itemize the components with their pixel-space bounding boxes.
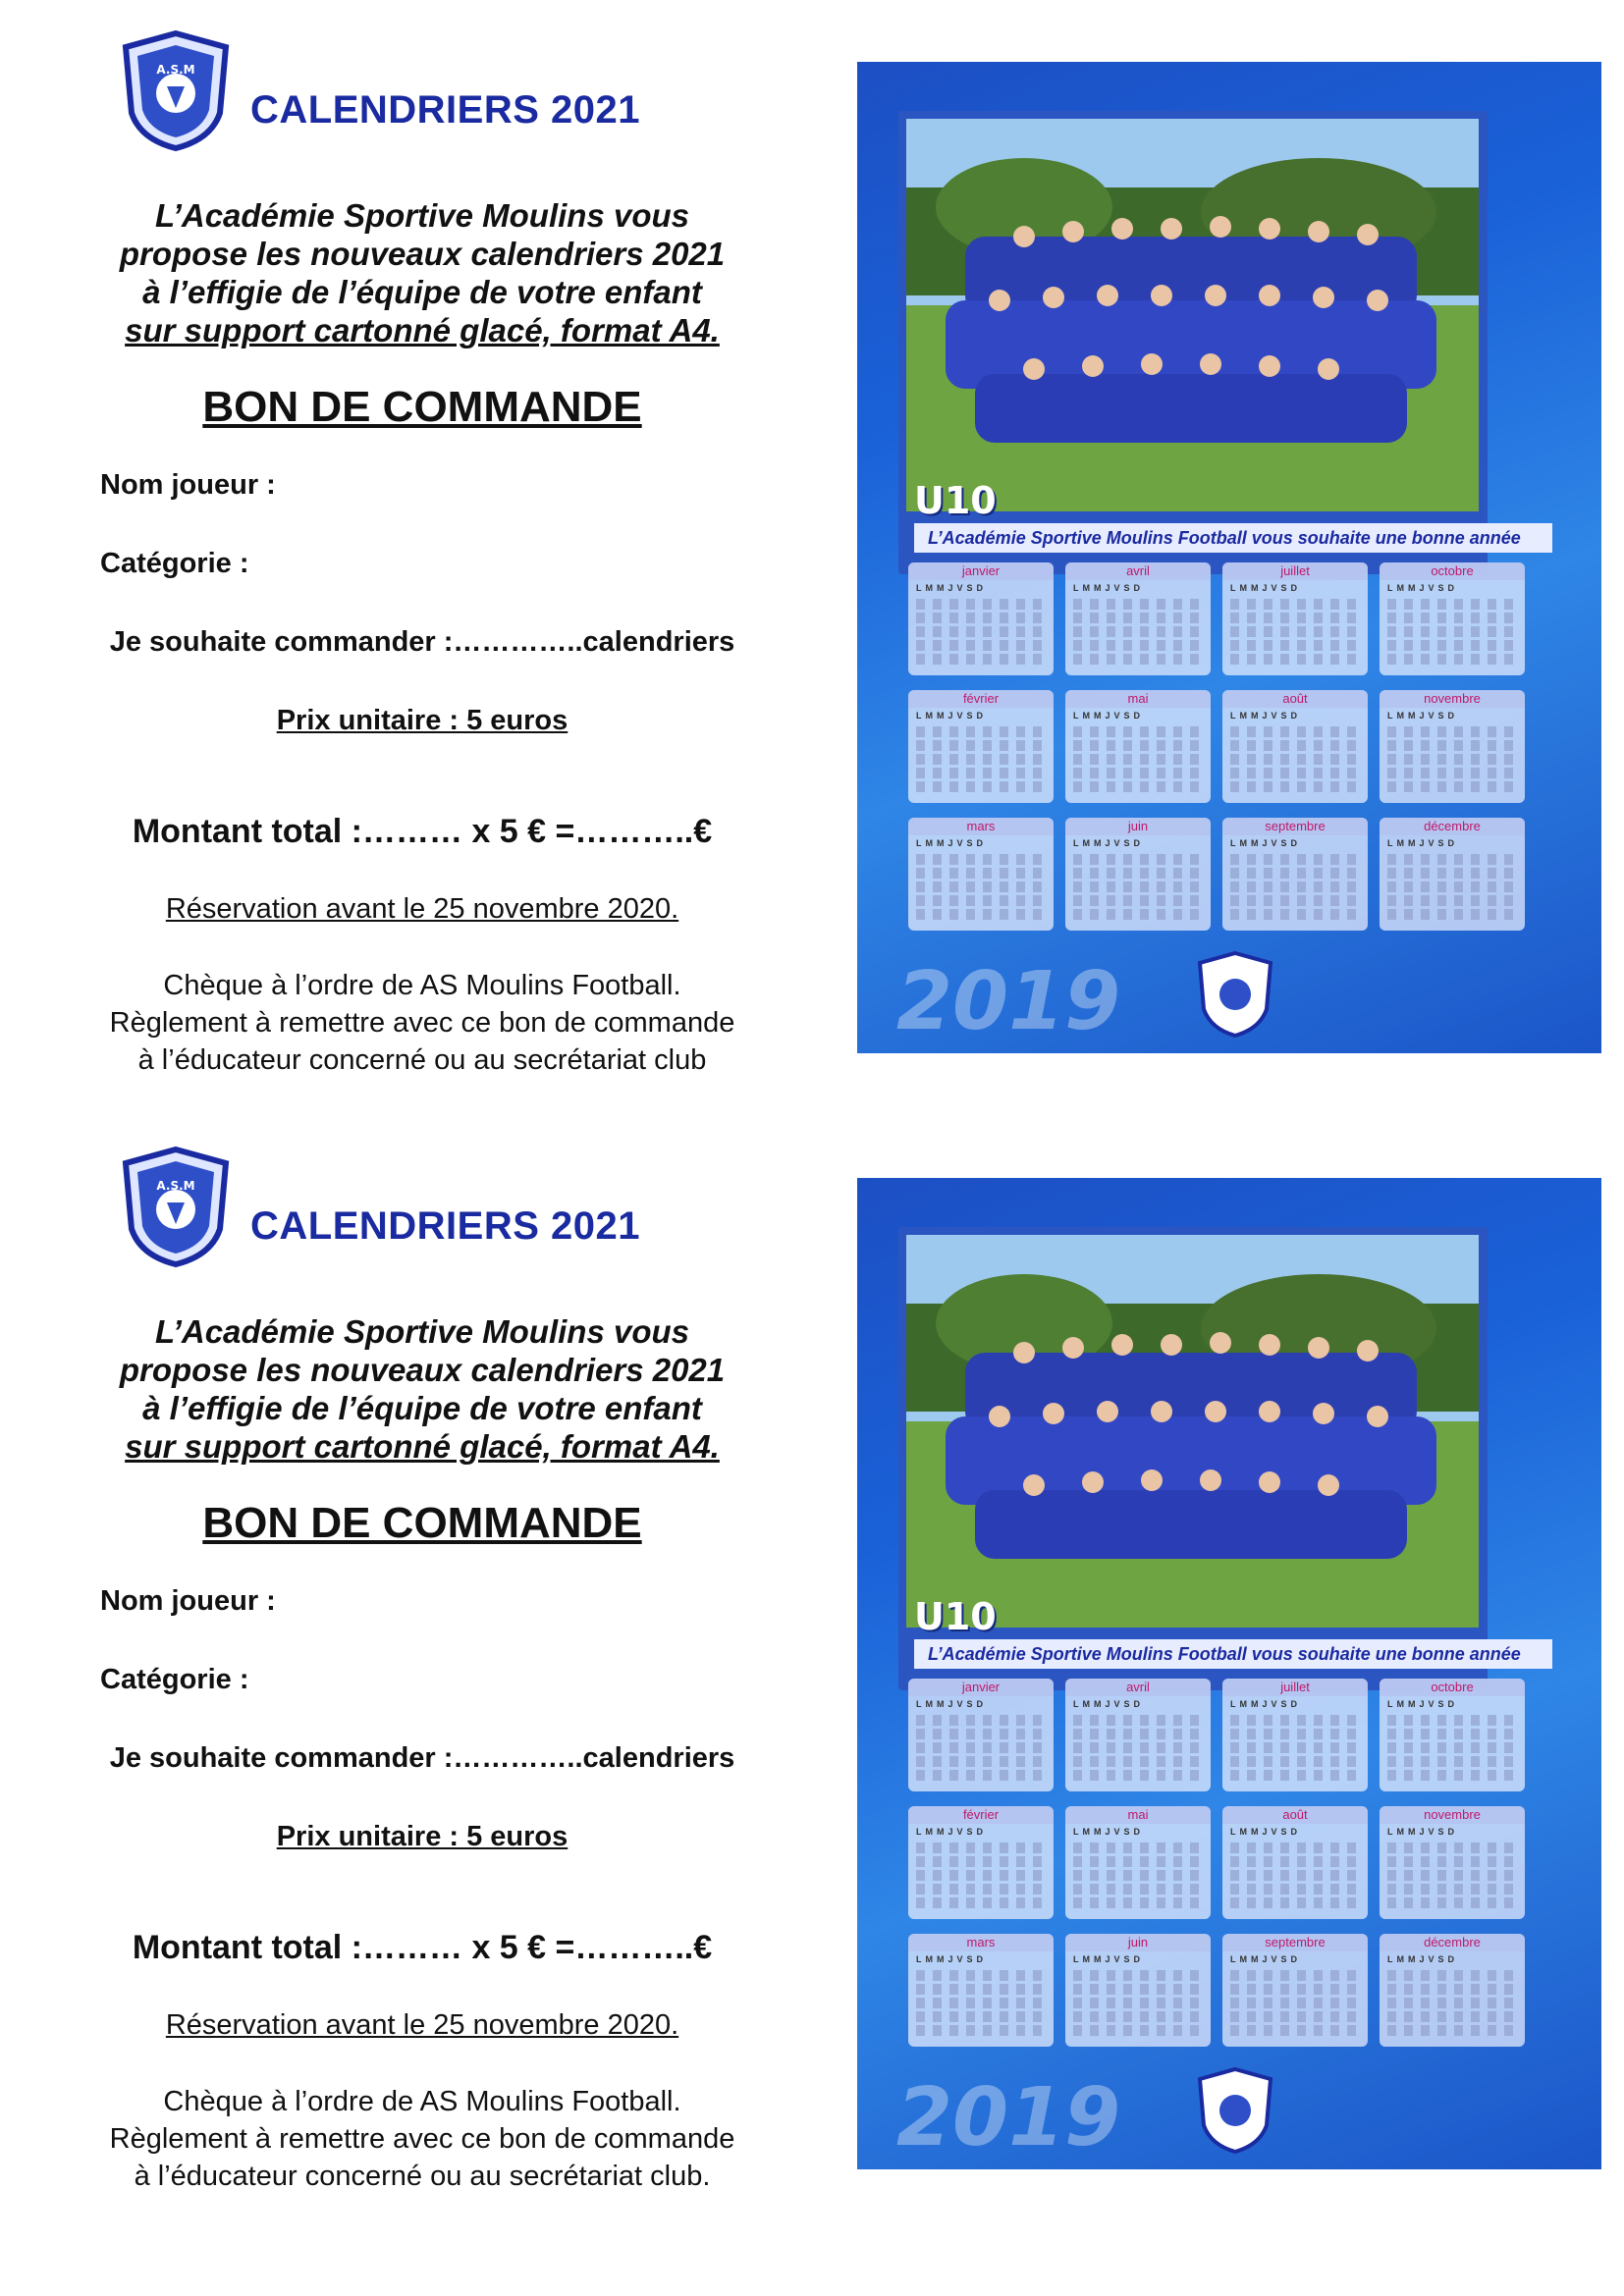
month-name: décembre	[1380, 1934, 1525, 1951]
calendar-month	[1222, 1934, 1368, 2047]
reservation-deadline	[79, 2009, 766, 2042]
month-name: novembre	[1380, 1806, 1525, 1824]
reservation-text: Réservation avant le 25 novembre 2020.	[165, 2009, 679, 2041]
weekday-row: LMMJVSD	[1230, 1699, 1302, 1709]
cheque-line: Chèque à l’ordre de AS Moulins Football.	[163, 2086, 681, 2117]
month-name: octobre	[1380, 1679, 1525, 1696]
calendar-month	[1380, 562, 1525, 675]
month-name: février	[908, 690, 1054, 708]
order-heading: BON DE COMMANDE	[202, 1499, 642, 1547]
month-name: août	[1222, 1806, 1368, 1824]
calendar-year: 2019	[896, 2071, 1121, 2164]
category-field[interactable]: Catégorie :	[100, 548, 249, 579]
category-field[interactable]: Catégorie :	[100, 1664, 249, 1695]
weekday-row: LMMJVSD	[916, 1827, 988, 1837]
calendar-month	[1380, 818, 1525, 931]
weekday-row: LMMJVSD	[1387, 583, 1459, 593]
month-name: mars	[908, 1934, 1054, 1951]
month-name: avril	[1065, 562, 1211, 580]
calendar-preview-image	[857, 1178, 1601, 2169]
calendar-month	[1065, 1679, 1211, 1791]
weekday-row: LMMJVSD	[1387, 1827, 1459, 1837]
month-name: février	[908, 1806, 1054, 1824]
month-name: mars	[908, 818, 1054, 835]
payment-line: Règlement à remettre avec ce bon de commande	[109, 2123, 735, 2155]
club-crest-icon	[118, 1146, 234, 1268]
calendar-year: 2019	[896, 955, 1121, 1048]
calendar-month	[1222, 1806, 1368, 1919]
weekday-row: LMMJVSD	[1230, 1827, 1302, 1837]
weekday-row: LMMJVSD	[916, 1954, 988, 1964]
total-amount[interactable]: Montant total :……… x 5 € =………..€	[132, 813, 713, 850]
payment-line: à l’éducateur concerné ou au secrétariat club	[137, 1044, 707, 1076]
page-title: CALENDRIERS 2021	[250, 1204, 641, 1248]
calendar-month	[1222, 1679, 1368, 1791]
calendar-preview-image	[857, 62, 1601, 1053]
page-title: CALENDRIERS 2021	[250, 88, 641, 132]
weekday-row: LMMJVSD	[1073, 1827, 1145, 1837]
calendar-month	[908, 818, 1054, 931]
payment-line: Règlement à remettre avec ce bon de commande	[109, 1007, 735, 1039]
weekday-row: LMMJVSD	[1073, 838, 1145, 848]
calendar-slogan: L’Académie Sportive Moulins Football vous souhaite une bonne année	[914, 1639, 1552, 1669]
order-form-text	[79, 1116, 766, 2235]
weekday-row: LMMJVSD	[1073, 1699, 1145, 1709]
weekday-row: LMMJVSD	[1387, 711, 1459, 721]
month-name: juin	[1065, 1934, 1211, 1951]
total-amount[interactable]: Montant total :……… x 5 € =………..€	[132, 1929, 713, 1966]
month-name: décembre	[1380, 818, 1525, 835]
team-label: U10	[914, 479, 997, 522]
month-name: juillet	[1222, 1679, 1368, 1696]
player-name-field[interactable]: Nom joueur :	[100, 469, 276, 501]
calendar-months	[908, 1679, 1586, 2061]
calendar-month	[1222, 562, 1368, 675]
calendar-month	[1065, 690, 1211, 803]
month-name: septembre	[1222, 1934, 1368, 1951]
intro-text	[79, 1312, 766, 1466]
intro-line: propose les nouveaux calendriers 2021	[119, 236, 726, 272]
intro-line: L’Académie Sportive Moulins vous	[154, 197, 689, 234]
team-photo	[906, 1235, 1479, 1628]
unit-price-label: Prix unitaire : 5 euros	[276, 705, 568, 736]
payment-instructions	[79, 2083, 766, 2195]
weekday-row: LMMJVSD	[1073, 711, 1145, 721]
weekday-row: LMMJVSD	[1387, 1699, 1459, 1709]
unit-price-label: Prix unitaire : 5 euros	[276, 1821, 568, 1852]
club-badge-icon	[1196, 2066, 1274, 2155]
club-crest-icon	[118, 29, 234, 152]
intro-line: à l’effigie de l’équipe de votre enfant	[142, 274, 702, 310]
team-label: U10	[914, 1595, 997, 1638]
calendar-month	[908, 1806, 1054, 1919]
club-badge-icon	[1196, 950, 1274, 1039]
month-name: septembre	[1222, 818, 1368, 835]
calendar-month	[1222, 818, 1368, 931]
calendar-month	[1065, 818, 1211, 931]
month-name: juillet	[1222, 562, 1368, 580]
payment-line: à l’éducateur concerné ou au secrétariat club.	[134, 2161, 711, 2192]
weekday-row: LMMJVSD	[916, 583, 988, 593]
intro-line-underlined: sur support cartonné glacé, format A4.	[125, 1428, 720, 1465]
svg-text:A.S.M: A.S.M	[156, 1179, 195, 1193]
calendar-month	[1065, 1934, 1211, 2047]
weekday-row: LMMJVSD	[1230, 1954, 1302, 1964]
month-name: novembre	[1380, 690, 1525, 708]
weekday-row: LMMJVSD	[1230, 583, 1302, 593]
month-name: juin	[1065, 818, 1211, 835]
month-name: avril	[1065, 1679, 1211, 1696]
weekday-row: LMMJVSD	[1073, 583, 1145, 593]
calendar-month	[1222, 690, 1368, 803]
svg-text:A.S.M: A.S.M	[156, 63, 195, 77]
weekday-row: LMMJVSD	[1073, 1954, 1145, 1964]
calendar-month	[1380, 690, 1525, 803]
payment-instructions	[79, 967, 766, 1079]
month-name: mai	[1065, 690, 1211, 708]
month-name: janvier	[908, 1679, 1054, 1696]
weekday-row: LMMJVSD	[916, 1699, 988, 1709]
month-name: août	[1222, 690, 1368, 708]
calendar-month	[1380, 1679, 1525, 1791]
player-name-field[interactable]: Nom joueur :	[100, 1585, 276, 1617]
quantity-field[interactable]: Je souhaite commander :…………..calendriers	[109, 1742, 735, 1774]
month-name: octobre	[1380, 562, 1525, 580]
intro-text	[79, 196, 766, 349]
calendar-month	[908, 1934, 1054, 2047]
order-form-bottom	[0, 1116, 1624, 2235]
calendar-month	[1065, 1806, 1211, 1919]
month-name: mai	[1065, 1806, 1211, 1824]
calendar-month	[1380, 1806, 1525, 1919]
reservation-text: Réservation avant le 25 novembre 2020.	[165, 893, 679, 925]
weekday-row: LMMJVSD	[1230, 711, 1302, 721]
calendar-slogan: L’Académie Sportive Moulins Football vous souhaite une bonne année	[914, 523, 1552, 553]
unit-price	[79, 705, 766, 737]
calendar-month	[908, 690, 1054, 803]
quantity-field[interactable]: Je souhaite commander :…………..calendriers	[109, 626, 735, 658]
cheque-line: Chèque à l’ordre de AS Moulins Football.	[163, 970, 681, 1001]
order-form-top	[0, 0, 1624, 1119]
unit-price	[79, 1821, 766, 1853]
calendar-month	[908, 562, 1054, 675]
intro-line: propose les nouveaux calendriers 2021	[119, 1352, 726, 1388]
intro-line-underlined: sur support cartonné glacé, format A4.	[125, 312, 720, 348]
calendar-month	[1065, 562, 1211, 675]
order-heading: BON DE COMMANDE	[202, 383, 642, 431]
calendar-month	[1380, 1934, 1525, 2047]
order-form-text	[79, 0, 766, 1119]
weekday-row: LMMJVSD	[916, 838, 988, 848]
weekday-row: LMMJVSD	[1387, 838, 1459, 848]
calendar-months	[908, 562, 1586, 945]
calendar-month	[908, 1679, 1054, 1791]
month-name: janvier	[908, 562, 1054, 580]
intro-line: L’Académie Sportive Moulins vous	[154, 1313, 689, 1350]
weekday-row: LMMJVSD	[1387, 1954, 1459, 1964]
weekday-row: LMMJVSD	[916, 711, 988, 721]
intro-line: à l’effigie de l’équipe de votre enfant	[142, 1390, 702, 1426]
team-photo	[906, 119, 1479, 511]
reservation-deadline	[79, 893, 766, 926]
weekday-row: LMMJVSD	[1230, 838, 1302, 848]
